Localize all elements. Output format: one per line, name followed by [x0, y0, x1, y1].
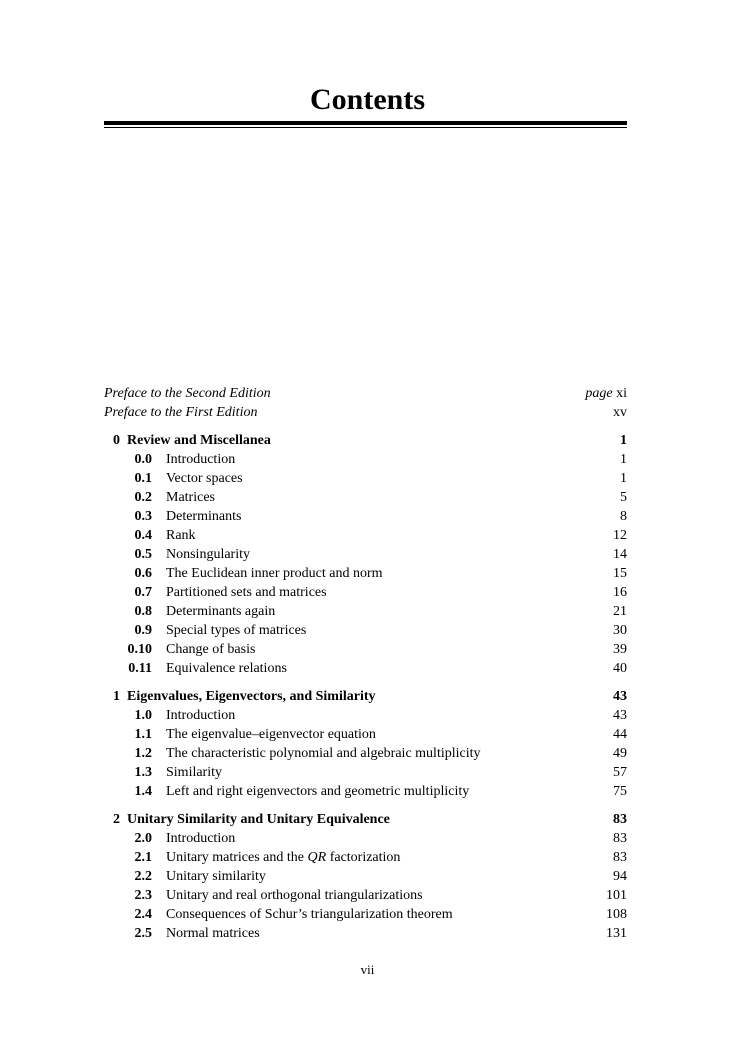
toc-section-row[interactable] — [104, 886, 627, 905]
section-title: Vector spaces — [166, 471, 243, 486]
section-title: Rank — [166, 528, 196, 543]
section-number: 0.9 — [134, 623, 152, 638]
section-number: 0.0 — [134, 452, 152, 467]
section-page-number: 49 — [613, 746, 627, 761]
toc-section-row[interactable] — [104, 602, 627, 621]
section-number: 0.11 — [128, 661, 152, 676]
chapter-number: 1 — [113, 689, 120, 704]
section-page-number: 30 — [613, 623, 627, 638]
section-number: 1.4 — [134, 784, 152, 799]
section-title: Change of basis — [166, 642, 256, 657]
section-number: 2.1 — [134, 850, 152, 865]
section-page-number: 40 — [613, 661, 627, 676]
toc-section-row[interactable] — [104, 507, 627, 526]
section-number: 1.1 — [134, 727, 152, 742]
toc-section-row[interactable] — [104, 583, 627, 602]
toc-section-row[interactable] — [104, 744, 627, 763]
toc-section-row[interactable] — [104, 924, 627, 943]
page-title: Contents — [309, 83, 425, 116]
section-page-number: 1 — [620, 452, 627, 467]
toc-section-row[interactable] — [104, 545, 627, 564]
toc-preface-row[interactable] — [104, 403, 627, 422]
section-page-number: 43 — [613, 708, 627, 723]
toc-chapter-row[interactable] — [104, 687, 627, 706]
toc-section-row[interactable] — [104, 725, 627, 744]
toc-section-row[interactable] — [104, 905, 627, 924]
section-number: 2.5 — [134, 926, 152, 941]
section-number: 2.3 — [134, 888, 152, 903]
section-number: 1.0 — [134, 708, 152, 723]
section-page-number: 39 — [613, 642, 627, 657]
toc-chapter-row[interactable] — [104, 431, 627, 450]
section-title: Introduction — [166, 831, 236, 846]
section-page-number: 94 — [613, 869, 627, 884]
section-title: Determinants again — [166, 604, 276, 619]
section-title-part: Unitary matrices and the — [166, 850, 308, 865]
toc-section-row[interactable] — [104, 469, 627, 488]
section-title: The Euclidean inner product and norm — [166, 566, 383, 581]
preface-page-number — [613, 403, 627, 422]
preface-page-number — [585, 384, 627, 403]
chapter-title: Review and Miscellanea — [127, 433, 271, 448]
section-title: Partitioned sets and matrices — [166, 585, 327, 600]
chapter-title: Unitary Similarity and Unitary Equivalence — [127, 812, 390, 827]
table-of-contents — [104, 384, 627, 943]
page-prefix-label: page — [585, 386, 613, 401]
section-title: Consequences of Schur’s triangularization theorem — [166, 907, 453, 922]
preface-title: Preface to the First Edition — [104, 405, 258, 420]
section-title: Introduction — [166, 452, 236, 467]
section-number: 0.1 — [134, 471, 152, 486]
section-title: Introduction — [166, 708, 236, 723]
page-number: vii — [360, 962, 375, 977]
section-title: Unitary and real orthogonal triangularizations — [166, 888, 423, 903]
section-title: Similarity — [166, 765, 222, 780]
section-title: The characteristic polynomial and algebraic multiplicity — [166, 746, 481, 761]
section-number: 0.4 — [134, 528, 152, 543]
section-title-part: factorization — [326, 850, 401, 865]
section-number: 0.5 — [134, 547, 152, 562]
chapter-number: 2 — [113, 812, 120, 827]
section-page-number: 108 — [606, 907, 627, 922]
section-title: Nonsingularity — [166, 547, 250, 562]
section-page-number: 8 — [620, 509, 627, 524]
section-number: 2.2 — [134, 869, 152, 884]
chapter-number: 0 — [113, 433, 120, 448]
section-page-number: 75 — [613, 784, 627, 799]
section-title: Equivalence relations — [166, 661, 287, 676]
chapter-page-number: 83 — [613, 812, 627, 827]
toc-section-row[interactable] — [104, 564, 627, 583]
toc-chapter-row[interactable] — [104, 810, 627, 829]
section-title: The eigenvalue–eigenvector equation — [166, 727, 376, 742]
toc-section-row[interactable] — [104, 640, 627, 659]
section-page-number: 44 — [613, 727, 627, 742]
section-title: Matrices — [166, 490, 215, 505]
toc-section-row[interactable] — [104, 450, 627, 469]
section-number: 0.6 — [134, 566, 152, 581]
section-title: Unitary similarity — [166, 869, 266, 884]
section-title: Normal matrices — [166, 926, 260, 941]
toc-section-row[interactable] — [104, 621, 627, 640]
section-number: 0.2 — [134, 490, 152, 505]
title-rule-thick — [104, 121, 627, 125]
preface-page-value: xv — [613, 405, 627, 420]
preface-title: Preface to the Second Edition — [104, 386, 271, 401]
toc-section-row[interactable] — [104, 526, 627, 545]
toc-section-row[interactable] — [104, 659, 627, 678]
section-page-number: 14 — [613, 547, 627, 562]
section-number: 0.8 — [134, 604, 152, 619]
section-title — [166, 848, 400, 867]
section-title: Determinants — [166, 509, 242, 524]
section-page-number: 12 — [613, 528, 627, 543]
section-page-number: 101 — [606, 888, 627, 903]
toc-preface-row[interactable] — [104, 384, 627, 403]
section-page-number: 5 — [620, 490, 627, 505]
section-page-number: 15 — [613, 566, 627, 581]
toc-section-row[interactable] — [104, 829, 627, 848]
section-number: 2.4 — [134, 907, 152, 922]
preface-page-value: xi — [616, 386, 627, 401]
section-page-number: 1 — [620, 471, 627, 486]
toc-section-row[interactable] — [104, 782, 627, 801]
section-page-number: 21 — [613, 604, 627, 619]
section-page-number: 57 — [613, 765, 627, 780]
section-number: 1.2 — [134, 746, 152, 761]
toc-section-row[interactable] — [104, 867, 627, 886]
section-number: 0.10 — [127, 642, 152, 657]
chapter-title: Eigenvalues, Eigenvectors, and Similarity — [127, 689, 376, 704]
section-page-number: 16 — [613, 585, 627, 600]
section-page-number: 83 — [613, 850, 627, 865]
section-page-number: 131 — [606, 926, 627, 941]
toc-section-row[interactable] — [104, 848, 627, 867]
toc-section-row[interactable] — [104, 488, 627, 507]
toc-section-row[interactable] — [104, 763, 627, 782]
chapter-page-number: 1 — [620, 433, 627, 448]
section-number: 0.3 — [134, 509, 152, 524]
toc-section-row[interactable] — [104, 706, 627, 725]
section-page-number: 83 — [613, 831, 627, 846]
section-title: Left and right eigenvectors and geometric multiplicity — [166, 784, 470, 799]
section-number: 1.3 — [134, 765, 152, 780]
section-title-italic: QR — [307, 850, 327, 865]
chapter-page-number: 43 — [613, 689, 627, 704]
section-number: 2.0 — [134, 831, 152, 846]
title-rule-thin — [104, 127, 627, 128]
section-number: 0.7 — [134, 585, 152, 600]
section-title: Special types of matrices — [166, 623, 307, 638]
